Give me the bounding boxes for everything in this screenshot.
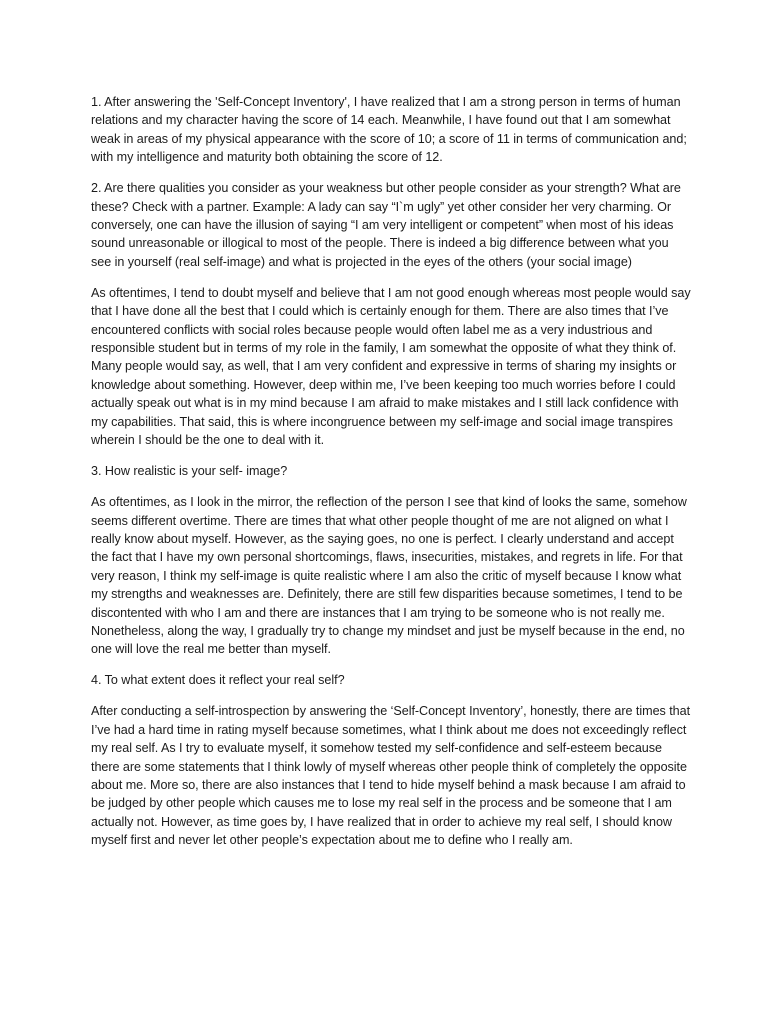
question-4-heading: 4. To what extent does it reflect your real self? bbox=[91, 673, 345, 688]
answer-1-paragraph: 1. After answering the 'Self-Concept Inventory', I have realized that I am a strong person in terms of human relations and my character having the score of 14 each. Meanwhile, I have found out that I am somewhat weak in areas of my physical appearance with the score of 10; a score of 11 in terms of communication and; with my intelligence and maturity both obtaining the score of 12. bbox=[91, 95, 687, 165]
answer-4-paragraph: After conducting a self-introspection by answering the ‘Self-Concept Inventory’, honestly, there are times that I’ve had a hard time in rating myself because sometimes, what I think about me does not exceedingly reflect my real self. As I try to evaluate myself, it somehow tested my self-confidence and self-esteem because there are some statements that I think lowly of myself whereas other people think of completely the opposite about me. More so, there are also instances that I tend to hide myself behind a mask because I am afraid to be judged by other people which causes me to lose my real self in the process and be someone that I am actually not. However, as time goes by, I have realized that in order to achieve my real self, I should know myself first and never let other people’s expectation about me to define who I really am. bbox=[91, 704, 691, 848]
question-3-heading: 3. How realistic is your self- image? bbox=[91, 464, 288, 479]
answer-3-paragraph: As oftentimes, as I look in the mirror, the reflection of the person I see that kind of looks the same, somehow seems different overtime. There are times that what other people thought of me are not aligned on what I really know about myself. However, as the saying goes, no one is perfect. I clearly understand and accept the fact that I have my own personal shortcomings, flaws, insecurities, mistakes, and regrets in life. For that very reason, I think my self-image is quite realistic where I am also the critic of myself because I know what my strengths and weaknesses are. Definitely, there are still few disparities because sometimes, I tend to be discontented with who I am and there are instances that I am trying to be someone who is not really me. Nonetheless, along the way, I gradually try to change my mindset and just be myself because in the end, no one will love the real me better than myself. bbox=[91, 495, 687, 657]
question-2-paragraph: 2. Are there qualities you consider as your weakness but other people consider as your strength? What are these? Check with a partner. Example: A lady can say “I`m ugly” yet other consider her very charming. Or conversely, one can have the illusion of saying “I am very intelligent or competent” when most of his ideas sound unreasonable or illogical to most of the people. There is indeed a big difference between what you see in yourself (real self-image) and what is projected in the eyes of the others (your social image) bbox=[91, 181, 681, 269]
answer-2-paragraph: As oftentimes, I tend to doubt myself and believe that I am not good enough whereas most people would say that I have done all the best that I could which is certainly enough for them. There are also times that I’ve encountered conflicts with social roles because people would often label me as a very industrious and responsible student but in terms of my role in the family, I am somewhat the opposite of what they think of. Many people would say, as well, that I am very confident and expressive in terms of sharing my insights or knowledge about something. However, deep within me, I’ve been keeping too much worries before I could actually speak out what is in my mind because I am afraid to make mistakes and I still lack confidence with my capabilities. That said, this is where incongruence between my self-image and social image transpires wherein I should be the one to deal with it. bbox=[91, 285, 691, 448]
